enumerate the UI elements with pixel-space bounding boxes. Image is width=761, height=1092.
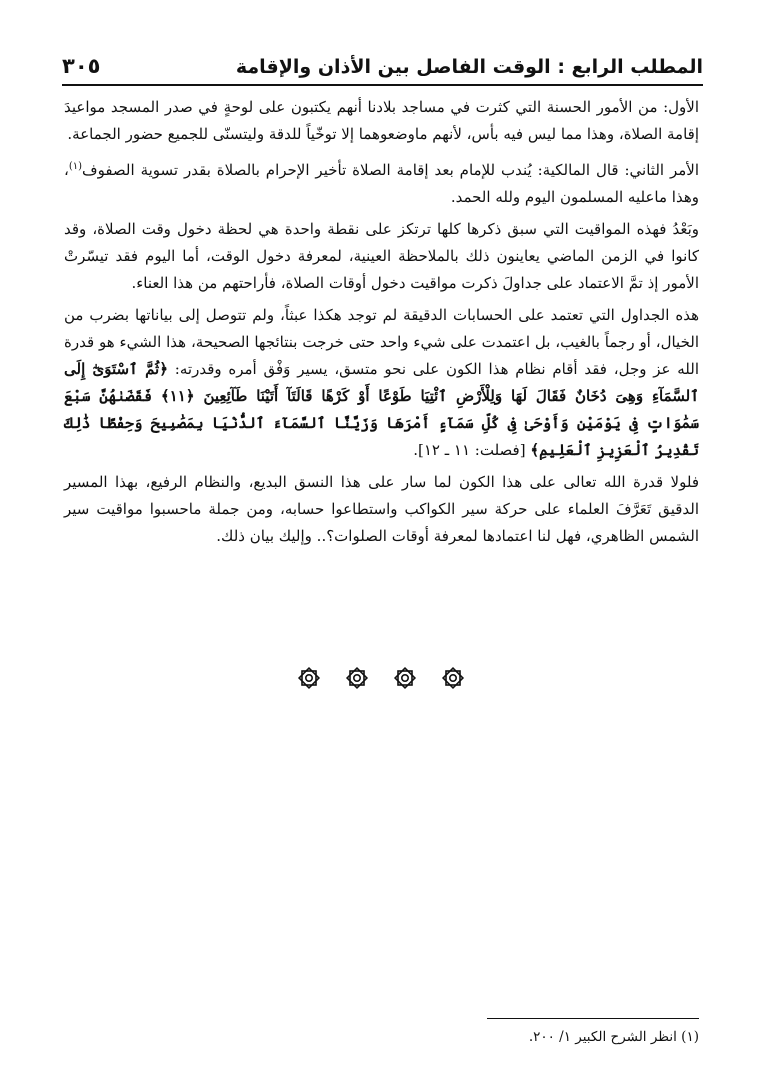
paragraph-1: الأول: من الأمور الحسنة التي كثرت في مساجد بلادنا أنهم يكتبون على لوحةٍ في صدر المسجد مواعيدَ إقامة الصلاة، وهذا مما ليس فيه بأس، لأنهم ماوضعوهما إلا توخّياً للدقة وليتسنّى للجميع حضور الجماعة. bbox=[64, 98, 699, 143]
section-ornaments bbox=[0, 666, 761, 696]
quran-verse: ﴿ثُمَّ ٱسْتَوَىٰٓ إِلَى ٱلسَّمَآءِ وَهِىَ دُخَانٌ فَقَالَ لَهَا وَلِلْأَرْضِ ٱئْتِيَا طَوْعًا أَوْ كَرْهًا قَالَتَآ أَتَيْنَا طَآئِعِينَ ﴿١١﴾ فَقَضَىٰهُنَّ سَبْعَ سَمَٰوَاتٍ فِى يَوْمَيْنِ وَأَوْحَىٰ فِى كُلِّ سَمَآءٍ أَمْرَهَا وَزَيَّنَّا ٱلسَّمَآءَ ٱلدُّنْيَا بِمَصَٰبِيحَ وَحِفْظًا ذَٰلِكَ تَقْدِيرُ ٱلْعَزِيزِ ٱلْعَلِيمِ﴾ bbox=[64, 360, 699, 459]
paragraph-2-text-a: الأمر الثاني: قال المالكية: يُندب للإمام بعد إقامة الصلاة تأخير الإحرام بالصلاة بقدر تسوية الصفوف bbox=[82, 161, 699, 179]
header-title: المطلب الرابع : الوقت الفاصل بين الأذان والإقامة bbox=[235, 56, 703, 78]
footnote-marker: (١) bbox=[68, 161, 83, 172]
verse-reference: [فصلت: ١١ ـ ١٢]. bbox=[413, 441, 531, 459]
ornament-icon bbox=[393, 666, 417, 690]
ornament-icon bbox=[345, 666, 369, 690]
paragraph-3: وبَعْدُ فهذه المواقيت التي سبق ذكرها كلها ترتكز على نقطة واحدة هي لحظة دخول وقت الصلاة، وقد كانوا في الزمن الماضي يعاينون ذلك بالملاحظة العينية، لمعرفة دخول الوقت، أما اليوم فقد تيسّرتْ الأمور إذ تمَّ الاعتماد على جداولَ ذكرت مواقيت دخول أوقات الصلاة، فأراحتهم من هذا العناء. bbox=[64, 220, 699, 292]
main-text bbox=[64, 94, 699, 555]
page-header bbox=[62, 42, 703, 86]
paragraph-5: فلولا قدرة الله تعالى على هذا الكون لما سار على هذا النسق البديع، والنظام الرفيع، بهذا المسير الدقيق تَعَرَّفَ العلماء على حركة سير الكواكب واستطاعوا حسابه، ومن جملة ماحسبوا مواقيت سير الشمس الظاهري، فهل لنا اعتمادها لمعرفة أوقات الصلوات؟.. وإليك بيان ذلك. bbox=[64, 473, 699, 545]
paragraph-2-text-b: ، وهذا ماعليه المسلمون اليوم ولله الحمد. bbox=[64, 161, 699, 206]
footnote bbox=[64, 1026, 699, 1048]
footnote-number: (١) bbox=[681, 1029, 699, 1045]
ornament-icon bbox=[297, 666, 321, 690]
paragraph-4-text: هذه الجداول التي تعتمد على الحسابات الدقيقة لم توجد هكذا عبثاً، ولم تتوصل إلى بياناتها بضرب من الخيال، أو رجماً بالغيب، بل اعتمدت على شيء واحد حتى خرجت بنتائجها الصحيحة، هذا الشيء هو قدرة الله عز وجل، فقد أقام نظام هذا الكون على نحو متسق، يسير وَفْق أمره وقدرته: bbox=[64, 306, 699, 378]
paragraph-4 bbox=[64, 302, 699, 464]
ornament-icon bbox=[441, 666, 465, 690]
page-number: ٣٠٥ bbox=[62, 54, 101, 78]
footnote-divider bbox=[487, 1018, 699, 1019]
paragraph-2 bbox=[64, 153, 699, 211]
footnote-text: انظر الشرح الكبير ١/ ٢٠٠. bbox=[528, 1029, 677, 1045]
